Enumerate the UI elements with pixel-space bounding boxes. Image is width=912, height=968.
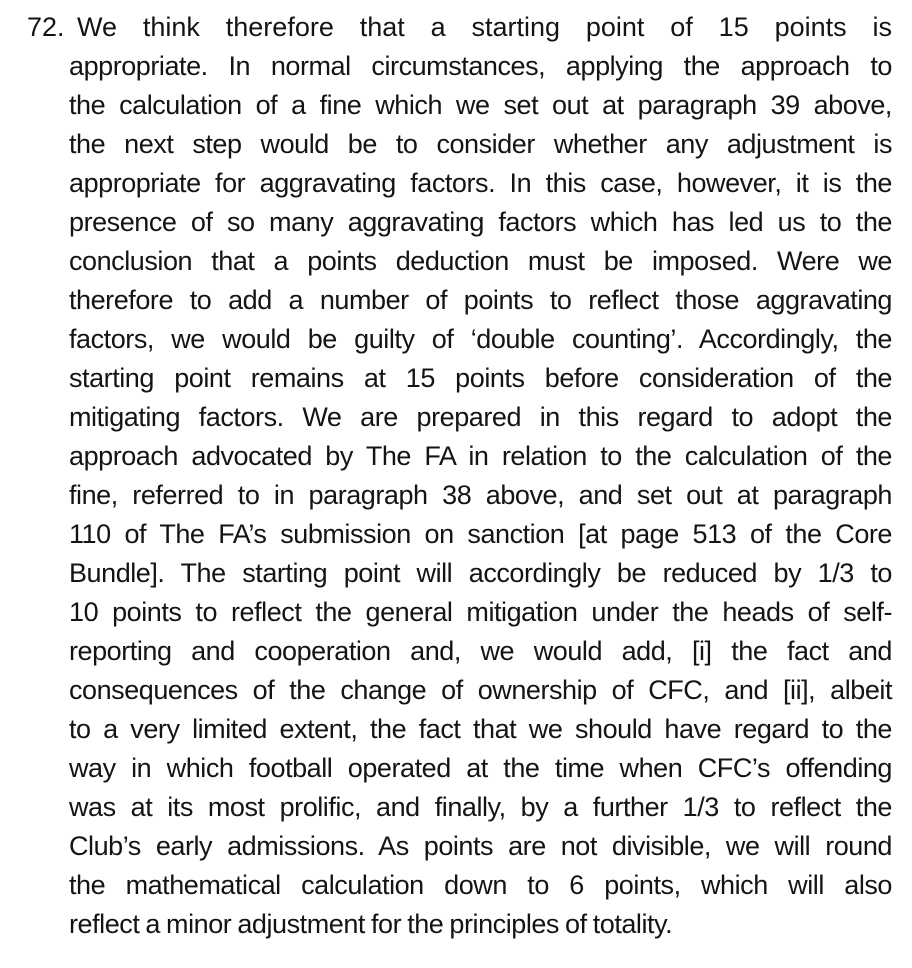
paragraph-line: conclusion that a points deduction must be imposed. Were we bbox=[69, 246, 892, 276]
paragraph-line: the calculation of a fine which we set out at paragraph 39 above, bbox=[69, 90, 892, 120]
paragraph-line: approach advocated by The FA in relation to the calculation of the bbox=[69, 441, 892, 471]
paragraph-line: consequences of the change of ownership of CFC, and [ii], albeit bbox=[69, 675, 892, 705]
paragraph-line: starting point remains at 15 points before consideration of the bbox=[69, 363, 892, 393]
paragraph-body bbox=[69, 8, 892, 944]
paragraph-line: presence of so many aggravating factors which has led us to the bbox=[69, 207, 892, 237]
paragraph-line: to a very limited extent, the fact that we should have regard to the bbox=[69, 714, 892, 744]
paragraph-line: 110 of The FA’s submission on sanction [at page 513 of the Core bbox=[69, 519, 892, 549]
paragraph-number: 72. bbox=[27, 12, 65, 42]
paragraph-line: the mathematical calculation down to 6 points, which will also bbox=[69, 870, 892, 900]
paragraph-line: Club’s early admissions. As points are not divisible, we will round bbox=[69, 831, 892, 861]
paragraph-line: 10 points to reflect the general mitigation under the heads of self- bbox=[69, 597, 892, 627]
paragraph-line: We think therefore that a starting point of 15 points is bbox=[77, 12, 892, 42]
paragraph-line: Bundle]. The starting point will accordingly be reduced by 1/3 to bbox=[69, 558, 892, 588]
paragraph-line: the next step would be to consider whether any adjustment is bbox=[69, 129, 892, 159]
paragraph-line: way in which football operated at the time when CFC’s offending bbox=[69, 753, 892, 783]
paragraph-line: was at its most prolific, and finally, by a further 1/3 to reflect the bbox=[69, 792, 892, 822]
paragraph-line: therefore to add a number of points to reflect those aggravating bbox=[69, 285, 892, 315]
paragraph-line: mitigating factors. We are prepared in this regard to adopt the bbox=[69, 402, 892, 432]
paragraph-line: appropriate for aggravating factors. In this case, however, it is the bbox=[69, 168, 892, 198]
paragraph-line: reflect a minor adjustment for the principles of totality. bbox=[69, 909, 673, 939]
paragraph-line: factors, we would be guilty of ‘double counting’. Accordingly, the bbox=[69, 324, 892, 354]
paragraph-line: fine, referred to in paragraph 38 above, and set out at paragraph bbox=[69, 480, 892, 510]
paragraph-line: appropriate. In normal circumstances, applying the approach to bbox=[69, 51, 892, 81]
paragraph-line: reporting and cooperation and, we would add, [i] the fact and bbox=[69, 636, 892, 666]
